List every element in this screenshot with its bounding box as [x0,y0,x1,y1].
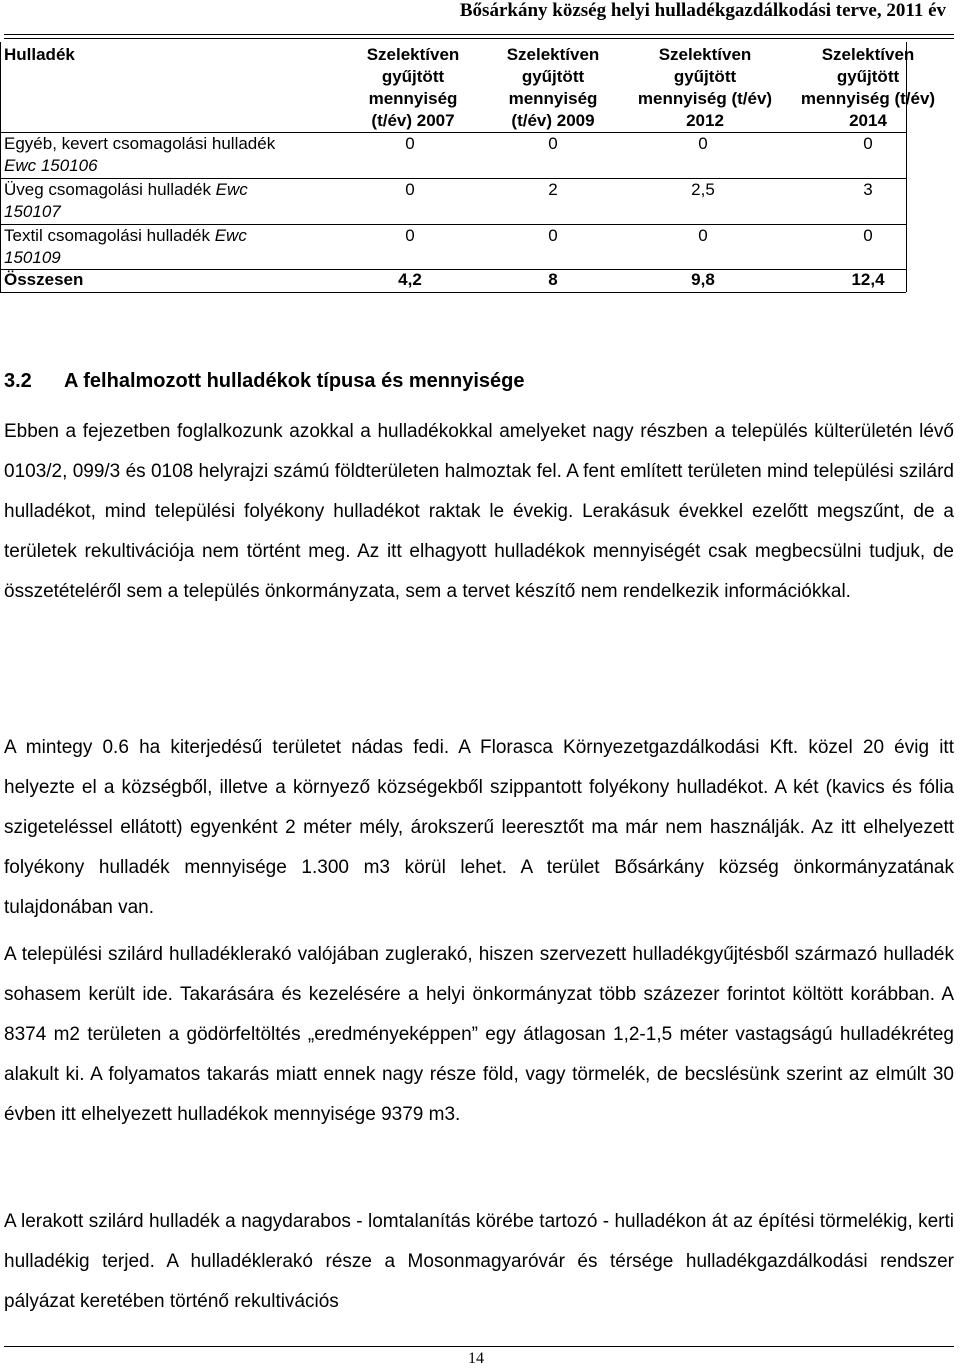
col-header-line: gyűjtött [521,67,585,86]
paragraph-4 [4,1202,954,1322]
col-header-2014 [788,44,948,132]
header-rule-thin [4,38,954,39]
total-cell: 8 [548,270,558,289]
table-cell: 2 [548,180,558,199]
row-label-code: 150107 [4,202,61,221]
table-cell: 0 [405,134,415,153]
total-cell: 12,4 [851,270,885,289]
col-header-2009 [488,44,618,132]
col-header-line: (t/év) 2007 [371,111,455,130]
col-header-line: Szelektíven [821,45,915,64]
section-heading [4,368,524,394]
paragraph-3 [4,935,954,1135]
row-label-ewc: Ewc [215,180,248,199]
paragraph-text: Ebben a fejezetben foglalkozunk azokkal a hulladékokkal amelyeket nagy részben a település külterületén lévő 0103/2, 099/3 és 0108 helyrajzi számú földterületen halmoztak fel. A fent említett területen mind települési szilárd hulladékot, mind települési folyékony hulladékot raktak le évekig. Lerakásuk évekkel ezelőtt megszűnt, de a területek rekultivációja nem történt meg. Az itt elhagyott hulladékok mennyiségét csak megbecsülni tudjuk, de összetételéről sem a település önkormányzata, sem a tervet készítő nem rendelkezik információkkal. [4,421,954,602]
footer-rule [4,1346,954,1347]
table-cell: 0 [548,134,558,153]
table-cell: 0 [548,226,558,245]
table-cell: 0 [698,134,708,153]
header-rule [4,34,954,35]
table-cell: 0 [698,226,708,245]
table-row-label [4,179,324,223]
col-header-line: Szelektíven [366,45,460,64]
col-header-line: mennyiség [508,89,598,108]
col-header-line: mennyiség [368,89,458,108]
col-header-line: (t/év) 2009 [511,111,595,130]
col-header-line: gyűjtött [836,67,900,86]
row-label-code: Ewc 150106 [4,156,98,175]
col-header-line: 2012 [686,111,724,130]
table-row-label [4,133,324,177]
waste-table [0,40,936,292]
paragraph-2 [4,728,954,928]
section-title: A felhalmozott hulladékok típusa és mennyisége [64,370,525,392]
page-number: 14 [468,1350,484,1367]
total-label: Összesen [4,270,84,289]
table-row-label [4,225,324,269]
row-label-ewc: Ewc [214,226,247,245]
table-cell: 3 [863,180,873,199]
col-header-line: Szelektíven [506,45,600,64]
col-header-line: Szelektíven [658,45,752,64]
table-border-bottom [0,292,906,293]
col-header-line: mennyiség (t/év) [800,89,936,108]
paragraph-text: A mintegy 0.6 ha kiterjedésű területet nádas fedi. A Florasca Környezetgazdálkodási Kft. közel 20 évig itt helyezte el a községből, illetve a környező községekből szippantott folyékony hulladékot. A két (kavics és fólia szigeteléssel ellátott) egyenként 2 méter mély, árokszerű leeresztőt ma már nem használják. Az itt elhelyezett folyékony hulladék mennyisége 1.300 m3 körül lehet. A terület Bősárkány község önkormányzatának tulajdonában van. [4,737,954,918]
total-cell: 4,2 [398,270,422,289]
col-header-line: gyűjtött [673,67,737,86]
col-header-2012 [625,44,785,132]
paragraph-text: A lerakott szilárd hulladék a nagydarabos - lomtalanítás körébe tartozó - hulladékon át az építési törmelékig, kerti hulladékig terjed. A hulladéklerakó része a Mosonmagyaróvár és térsége hulladékgazdálkodási rendszer pályázat keretében történő rekultivációs [4,1211,954,1312]
document-header: Bősárkány község helyi hulladékgazdálkodási terve, 2011 év [459,0,946,21]
paragraph-1 [4,412,954,612]
col-header-2007 [348,44,478,132]
row-label-line [4,179,324,201]
row-label-text: Textil csomagolási hulladék [4,226,215,245]
col-header-line: mennyiség (t/év) [637,89,773,108]
row-label-text: Üveg csomagolási hulladék [4,180,216,199]
row-label-code: 150109 [4,248,61,267]
section-number: 3.2 [4,370,32,392]
row-label-line: Egyéb, kevert csomagolási hulladék [4,134,276,153]
table-cell: 2,5 [691,180,715,199]
table-row-rule [0,269,906,270]
total-cell: 9,8 [691,270,715,289]
table-cell: 0 [863,134,873,153]
table-cell: 0 [863,226,873,245]
table-cell: 0 [405,226,415,245]
col-header-line: gyűjtött [381,67,445,86]
col-header-waste: Hulladék [4,45,75,64]
paragraph-text: A települési szilárd hulladéklerakó valójában zuglerakó, hiszen szervezett hulladékgyűjtésből származó hulladék sohasem került ide. Takarására és kezelésére a helyi önkormányzat több százezer forintot költött korábban. A 8374 m2 területen a gödörfeltöltés „eredményeképpen” egy átlagosan 1,2-1,5 méter vastagságú hulladékréteg alakult ki. A folyamatos takarás miatt ennek nagy része föld, vagy törmelék, de becslésünk szerint az elmúlt 30 évben itt elhelyezett hulladékok mennyisége 9379 m3. [4,944,954,1125]
col-header-line: 2014 [849,111,887,130]
table-cell: 0 [405,180,415,199]
row-label-line [4,225,324,247]
table-border-left [0,42,1,292]
